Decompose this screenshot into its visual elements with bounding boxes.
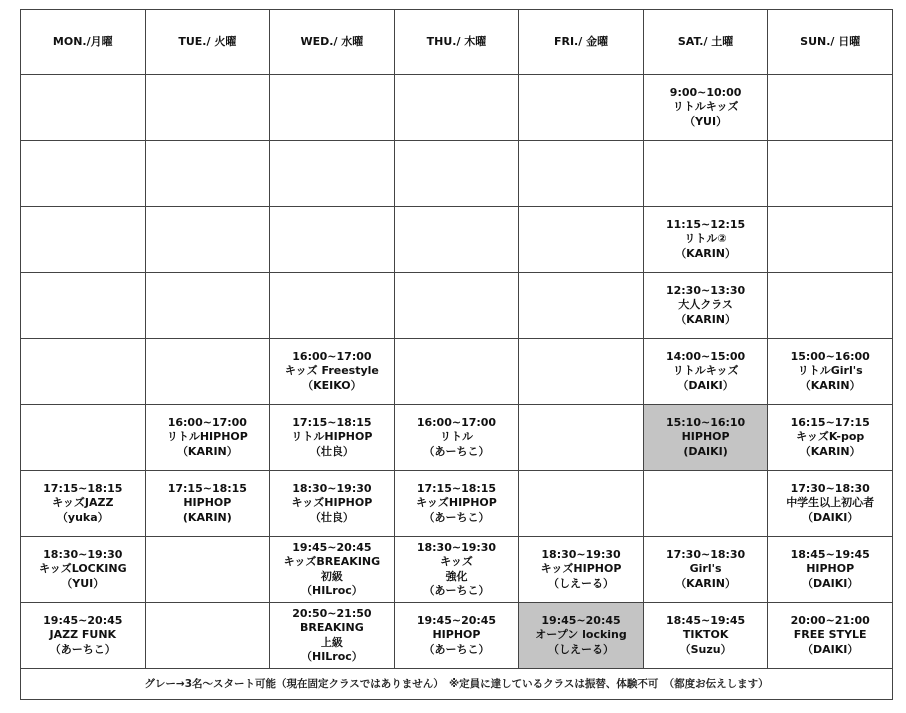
class-detail: キッズK-pop	[796, 430, 865, 444]
class-detail: リトルHIPHOP	[166, 430, 248, 444]
empty-cell	[519, 339, 644, 405]
day-header-3: THU./ 木曜	[394, 10, 519, 75]
empty-cell	[21, 141, 146, 207]
class-detail: （あーちこ）	[423, 510, 490, 524]
time-slot-row	[21, 603, 893, 669]
class-detail: キッズ Freestyle	[284, 364, 379, 378]
class-detail: キッズLOCKING	[38, 562, 127, 576]
class-cell	[394, 405, 519, 471]
time-slot-row	[21, 537, 893, 603]
class-detail: リトルGirl's	[797, 364, 863, 378]
class-detail: リトルキッズ	[672, 100, 739, 114]
time-slot-row	[21, 471, 893, 537]
class-cell	[394, 471, 519, 537]
class-detail: (KARIN)	[182, 510, 232, 524]
time-slot-row	[21, 405, 893, 471]
class-detail: （DAIKI）	[802, 510, 859, 524]
class-detail: 初級	[320, 569, 343, 583]
class-detail: HIPHOP	[806, 562, 855, 576]
class-time: 15:10~16:10	[665, 415, 746, 429]
class-time: 19:45~20:45	[541, 613, 621, 627]
class-time: 17:15~18:15	[167, 481, 247, 495]
class-time: 12:30~13:30	[665, 283, 746, 297]
class-detail: 大人クラス	[678, 298, 733, 312]
empty-cell	[394, 273, 519, 339]
time-slot-row	[21, 273, 893, 339]
class-detail: キッズJAZZ	[52, 496, 114, 510]
class-time: 16:00~17:00	[416, 415, 497, 429]
empty-cell	[145, 603, 270, 669]
class-detail: （KARIN）	[675, 576, 736, 590]
class-cell	[643, 273, 768, 339]
time-slot-row	[21, 75, 893, 141]
class-cell	[768, 339, 893, 405]
class-cell	[394, 603, 519, 669]
class-cell	[519, 537, 644, 603]
class-cell	[643, 207, 768, 273]
class-detail: HIPHOP	[681, 430, 730, 444]
schedule-body	[21, 75, 893, 669]
empty-cell	[394, 339, 519, 405]
class-cell	[21, 603, 146, 669]
class-cell	[145, 471, 270, 537]
day-header-5: SAT./ 土曜	[643, 10, 768, 75]
class-detail: （KARIN）	[675, 246, 736, 260]
class-detail: リトルHIPHOP	[291, 430, 373, 444]
empty-cell	[21, 273, 146, 339]
class-time: 16:15~17:15	[790, 415, 870, 429]
empty-cell	[21, 207, 146, 273]
class-detail: （KEIKO）	[302, 378, 362, 392]
empty-cell	[519, 141, 644, 207]
class-cell	[768, 405, 893, 471]
class-detail: （KARIN）	[799, 444, 861, 458]
class-cell	[270, 471, 395, 537]
class-detail: リトル	[439, 430, 473, 444]
class-time: 18:45~19:45	[665, 613, 746, 627]
class-detail: リトル②	[684, 232, 727, 246]
day-header-1: TUE./ 火曜	[145, 10, 270, 75]
class-detail: 強化	[445, 569, 468, 583]
class-detail: （HILroc）	[301, 650, 363, 663]
class-detail: （DAIKI）	[802, 576, 859, 590]
class-time: 20:00~21:00	[790, 613, 870, 627]
class-time: 18:30~19:30	[43, 547, 123, 561]
class-detail: （DAIKI）	[677, 378, 734, 392]
empty-cell	[145, 141, 270, 207]
empty-cell	[21, 405, 146, 471]
class-cell	[270, 537, 395, 603]
class-detail: オープン locking	[535, 628, 627, 642]
class-time: 17:15~18:15	[43, 481, 123, 495]
class-time: 16:00~17:00	[167, 415, 247, 429]
class-detail: （あーちこ）	[423, 642, 490, 656]
day-header-row	[21, 10, 893, 75]
class-cell	[270, 339, 395, 405]
class-detail: （しえーる）	[548, 576, 615, 590]
empty-cell	[394, 207, 519, 273]
empty-cell	[519, 75, 644, 141]
class-detail: キッズHIPHOP	[291, 496, 373, 510]
class-time: 17:15~18:15	[416, 481, 497, 495]
class-detail: （あーちこ）	[49, 642, 116, 656]
class-cell	[768, 603, 893, 669]
class-detail: （YUI）	[61, 576, 105, 590]
class-cell	[21, 537, 146, 603]
empty-cell	[768, 75, 893, 141]
empty-cell	[270, 273, 395, 339]
class-detail: 中学生以上初心者	[786, 496, 875, 510]
empty-cell	[145, 273, 270, 339]
class-detail: (DAIKI)	[683, 444, 728, 458]
class-detail: （KARIN）	[675, 312, 736, 326]
empty-cell	[519, 471, 644, 537]
empty-cell	[270, 75, 395, 141]
class-time: 18:30~19:30	[541, 547, 621, 561]
class-detail: 上級	[320, 635, 343, 649]
class-cell	[519, 603, 644, 669]
empty-cell	[145, 339, 270, 405]
class-cell	[643, 339, 768, 405]
time-slot-row	[21, 141, 893, 207]
class-time: 18:45~19:45	[790, 547, 870, 561]
class-detail: （あーちこ）	[423, 444, 490, 458]
class-detail: （壮良）	[309, 510, 354, 524]
class-detail: HIPHOP	[183, 496, 232, 510]
class-detail: （しえーる）	[548, 642, 615, 656]
class-time: 19:45~20:45	[292, 540, 372, 554]
class-cell	[270, 603, 395, 669]
class-detail: FREE STYLE	[793, 628, 867, 642]
class-time: 17:30~18:30	[790, 481, 870, 495]
empty-cell	[270, 141, 395, 207]
class-detail: キッズ	[440, 555, 473, 568]
class-detail: BREAKING	[300, 621, 364, 634]
day-header-0: MON./月曜	[21, 10, 146, 75]
empty-cell	[270, 207, 395, 273]
class-cell	[643, 603, 768, 669]
class-detail: HIPHOP	[432, 628, 481, 642]
empty-cell	[145, 207, 270, 273]
class-detail: JAZZ FUNK	[49, 628, 117, 642]
class-time: 14:00~15:00	[665, 349, 746, 363]
empty-cell	[394, 75, 519, 141]
empty-cell	[145, 75, 270, 141]
class-detail: （YUI）	[684, 114, 728, 128]
class-cell	[394, 537, 519, 603]
empty-cell	[768, 207, 893, 273]
footer-note-row	[21, 669, 893, 700]
empty-cell	[643, 471, 768, 537]
empty-cell	[768, 273, 893, 339]
class-detail: キッズBREAKING	[283, 555, 381, 568]
class-time: 18:30~19:30	[416, 540, 497, 554]
empty-cell	[394, 141, 519, 207]
class-time: 17:15~18:15	[292, 415, 372, 429]
class-detail: Girl's	[689, 562, 722, 576]
day-header-2: WED./ 水曜	[270, 10, 395, 75]
class-time: 20:50~21:50	[292, 606, 372, 620]
class-time: 16:00~17:00	[292, 349, 372, 363]
class-time: 17:30~18:30	[665, 547, 746, 561]
class-time: 15:00~16:00	[790, 349, 870, 363]
class-detail: （壮良）	[309, 444, 354, 458]
class-time: 11:15~12:15	[665, 217, 746, 231]
class-time: 9:00~10:00	[669, 85, 742, 99]
class-cell	[643, 537, 768, 603]
class-detail: （HILroc）	[301, 584, 363, 597]
class-cell	[270, 405, 395, 471]
class-detail: （あーちこ）	[423, 584, 490, 597]
day-header-6: SUN./ 日曜	[768, 10, 893, 75]
class-detail: （DAIKI）	[802, 642, 859, 656]
class-cell	[145, 405, 270, 471]
empty-cell	[519, 273, 644, 339]
class-cell	[768, 537, 893, 603]
class-detail: （yuka）	[56, 510, 109, 524]
class-detail: （Suzu）	[679, 642, 732, 656]
time-slot-row	[21, 339, 893, 405]
empty-cell	[519, 207, 644, 273]
day-header-4: FRI./ 金曜	[519, 10, 644, 75]
empty-cell	[21, 339, 146, 405]
class-cell	[643, 405, 768, 471]
footer-note: グレー→3名～スタート可能（現在固定クラスではありません） ※定員に達しているクラスは振替、体験不可 （都度お伝えします）	[21, 669, 893, 700]
class-cell	[768, 471, 893, 537]
class-time: 19:45~20:45	[43, 613, 123, 627]
class-time: 19:45~20:45	[416, 613, 497, 627]
empty-cell	[145, 537, 270, 603]
class-detail: キッズHIPHOP	[416, 496, 497, 510]
class-cell	[21, 471, 146, 537]
class-detail: TIKTOK	[682, 628, 729, 642]
class-time: 18:30~19:30	[292, 481, 372, 495]
weekly-schedule-table	[20, 9, 893, 700]
empty-cell	[519, 405, 644, 471]
class-detail: （KARIN）	[176, 444, 238, 458]
class-detail: （KARIN）	[799, 378, 861, 392]
empty-cell	[21, 75, 146, 141]
class-detail: キッズHIPHOP	[540, 562, 622, 576]
empty-cell	[643, 141, 768, 207]
class-cell	[643, 75, 768, 141]
time-slot-row	[21, 207, 893, 273]
class-detail: リトルキッズ	[672, 364, 739, 378]
empty-cell	[768, 141, 893, 207]
